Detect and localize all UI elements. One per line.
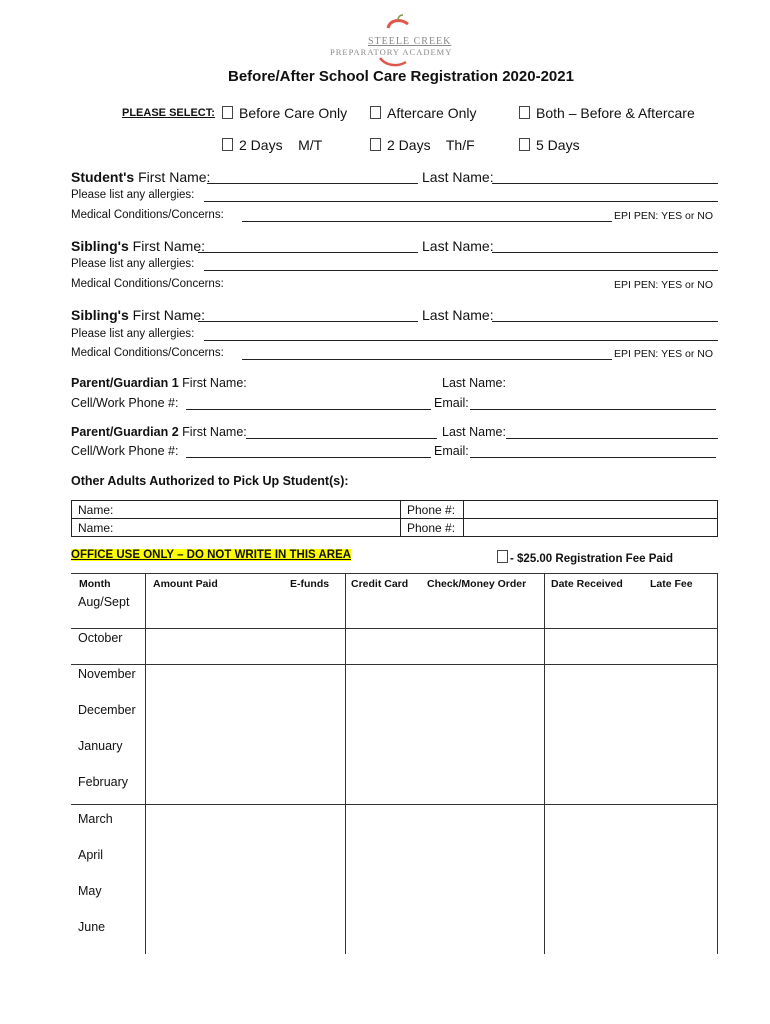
apple-logo-icon (384, 14, 412, 34)
office-use-label: OFFICE USE ONLY – DO NOT WRITE IN THIS AREA (71, 549, 352, 561)
month-label: Aug/Sept (78, 595, 130, 609)
pickup-phone-label-cell (401, 501, 464, 519)
parent2-last-name-field[interactable] (506, 438, 718, 439)
grid-line (544, 573, 545, 954)
sibling2-epi-pen-label: EPI PEN: YES or NO (614, 348, 714, 360)
col-amount-paid: Amount Paid (153, 578, 218, 590)
sibling1-last-name-field[interactable] (492, 252, 718, 253)
sibling1-first-name-field[interactable] (198, 252, 418, 253)
label-prefix: Sibling's (71, 238, 129, 254)
option-label: 2 Days Th/F (387, 137, 475, 153)
month-label: June (78, 920, 106, 934)
logo-line-1: STEELE CREEK (368, 36, 452, 47)
option-label: Both – Before & Aftercare (536, 105, 695, 121)
label-prefix: Sibling's (71, 307, 129, 323)
sibling1-allergies-field[interactable] (204, 270, 718, 271)
parent2-last-name-label: Last Name: (442, 425, 506, 439)
student-last-name-label: Last Name: (422, 169, 494, 185)
pickup-phone-cell[interactable] (464, 519, 718, 537)
option-label: Before Care Only (239, 105, 348, 121)
pickup-table (71, 500, 718, 537)
grid-line (345, 573, 346, 954)
grid-line (71, 664, 718, 665)
col-date-received: Date Received (551, 578, 623, 590)
parent2-email-label: Email: (434, 444, 469, 458)
option-aftercare[interactable] (370, 105, 476, 121)
sibling1-last-name-label: Last Name: (422, 238, 494, 254)
checkbox-icon[interactable] (222, 106, 233, 119)
pickup-heading: Other Adults Authorized to Pick Up Student(s): (71, 474, 349, 488)
pickup-row (72, 519, 718, 537)
sibling2-last-name-label: Last Name: (422, 307, 494, 323)
grid-line (71, 804, 718, 805)
label-prefix: Parent/Guardian 2 (71, 425, 179, 439)
checkbox-icon[interactable] (370, 106, 381, 119)
month-label: October (78, 631, 123, 645)
checkbox-icon[interactable] (370, 138, 381, 151)
sibling2-allergies-field[interactable] (204, 340, 718, 341)
sibling2-first-name-label (71, 307, 205, 323)
grid-line (717, 573, 718, 954)
col-credit-card: Credit Card (351, 578, 409, 590)
label-prefix: Parent/Guardian 1 (71, 376, 179, 390)
grid-line (71, 628, 718, 629)
month-label: March (78, 812, 113, 826)
pickup-phone-label-cell (401, 519, 464, 537)
pickup-phone-cell[interactable] (464, 501, 718, 519)
parent1-phone-label: Cell/Work Phone #: (71, 396, 179, 410)
student-allergies-label: Please list any allergies: (71, 189, 195, 201)
phone-label: Phone #: (407, 520, 456, 535)
student-medical-label: Medical Conditions/Concerns: (71, 209, 224, 221)
parent2-phone-label: Cell/Work Phone #: (71, 444, 179, 458)
sibling2-first-name-field[interactable] (198, 321, 418, 322)
option-both[interactable] (519, 105, 695, 121)
logo-line-2: PREPARATORY ACADEMY (330, 47, 453, 57)
col-check-money-order: Check/Money Order (427, 578, 527, 590)
parent1-first-name-label (71, 376, 247, 390)
month-label: April (78, 848, 104, 862)
student-first-name-field[interactable] (207, 183, 418, 184)
grid-line (71, 573, 718, 574)
please-select-label: PLEASE SELECT: (122, 107, 215, 119)
student-medical-field[interactable] (242, 221, 612, 222)
sibling2-medical-label: Medical Conditions/Concerns: (71, 347, 224, 359)
col-efunds: E-funds (290, 578, 330, 590)
label-text: First Name: (134, 169, 211, 185)
student-allergies-field[interactable] (204, 201, 718, 202)
sibling2-allergies-label: Please list any allergies: (71, 328, 195, 340)
pickup-row (72, 501, 718, 519)
option-5days[interactable] (519, 137, 580, 153)
label-text: First Name: (178, 425, 247, 439)
col-late-fee: Late Fee (650, 578, 693, 590)
option-label: Aftercare Only (387, 105, 477, 121)
option-label: 5 Days (536, 137, 580, 153)
parent2-phone-field[interactable] (186, 457, 431, 458)
parent1-email-field[interactable] (470, 409, 716, 410)
parent1-phone-field[interactable] (186, 409, 431, 410)
sibling1-first-name-label (71, 238, 205, 254)
month-label: February (78, 775, 129, 789)
page-title: Before/After School Care Registration 2020-2021 (228, 68, 574, 85)
parent2-first-name-field[interactable] (246, 438, 437, 439)
student-epi-pen-label: EPI PEN: YES or NO (614, 210, 714, 222)
label-prefix: Student's (71, 169, 135, 185)
month-label: December (78, 703, 136, 717)
student-last-name-field[interactable] (492, 183, 718, 184)
checkbox-icon[interactable] (519, 106, 530, 119)
option-2days-mt[interactable] (222, 137, 322, 153)
grid-line (145, 573, 146, 954)
month-label: January (78, 739, 123, 753)
sibling2-medical-field[interactable] (242, 359, 612, 360)
sibling1-medical-label: Medical Conditions/Concerns: (71, 278, 224, 290)
option-2days-thf[interactable] (370, 137, 475, 153)
parent2-email-field[interactable] (470, 457, 716, 458)
registration-fee-paid (497, 550, 673, 565)
label-text: First Name: (178, 376, 247, 390)
checkbox-icon[interactable] (497, 550, 508, 563)
month-label: May (78, 884, 102, 898)
month-label: November (78, 667, 136, 681)
checkbox-icon[interactable] (222, 138, 233, 151)
parent1-last-name-label: Last Name: (442, 376, 506, 390)
parent2-first-name-label (71, 425, 247, 439)
pickup-name-cell[interactable] (72, 501, 401, 519)
checkbox-icon[interactable] (519, 138, 530, 151)
col-month: Month (79, 578, 111, 590)
parent1-email-label: Email: (434, 396, 469, 410)
sibling1-allergies-label: Please list any allergies: (71, 258, 195, 270)
pickup-name-cell[interactable] (72, 519, 401, 537)
phone-label: Phone #: (407, 502, 456, 517)
sibling1-epi-pen-label: EPI PEN: YES or NO (614, 279, 714, 291)
student-first-name-label (71, 169, 210, 185)
option-label: 2 Days M/T (239, 137, 323, 153)
label-text: First Name: (128, 238, 206, 254)
option-before-care[interactable] (222, 105, 347, 121)
swoosh-icon (378, 56, 408, 68)
name-label: Name: (78, 520, 114, 535)
label-text: First Name: (128, 307, 206, 323)
name-label: Name: (78, 502, 114, 517)
fee-label: - $25.00 Registration Fee Paid (510, 553, 673, 565)
sibling2-last-name-field[interactable] (492, 321, 718, 322)
